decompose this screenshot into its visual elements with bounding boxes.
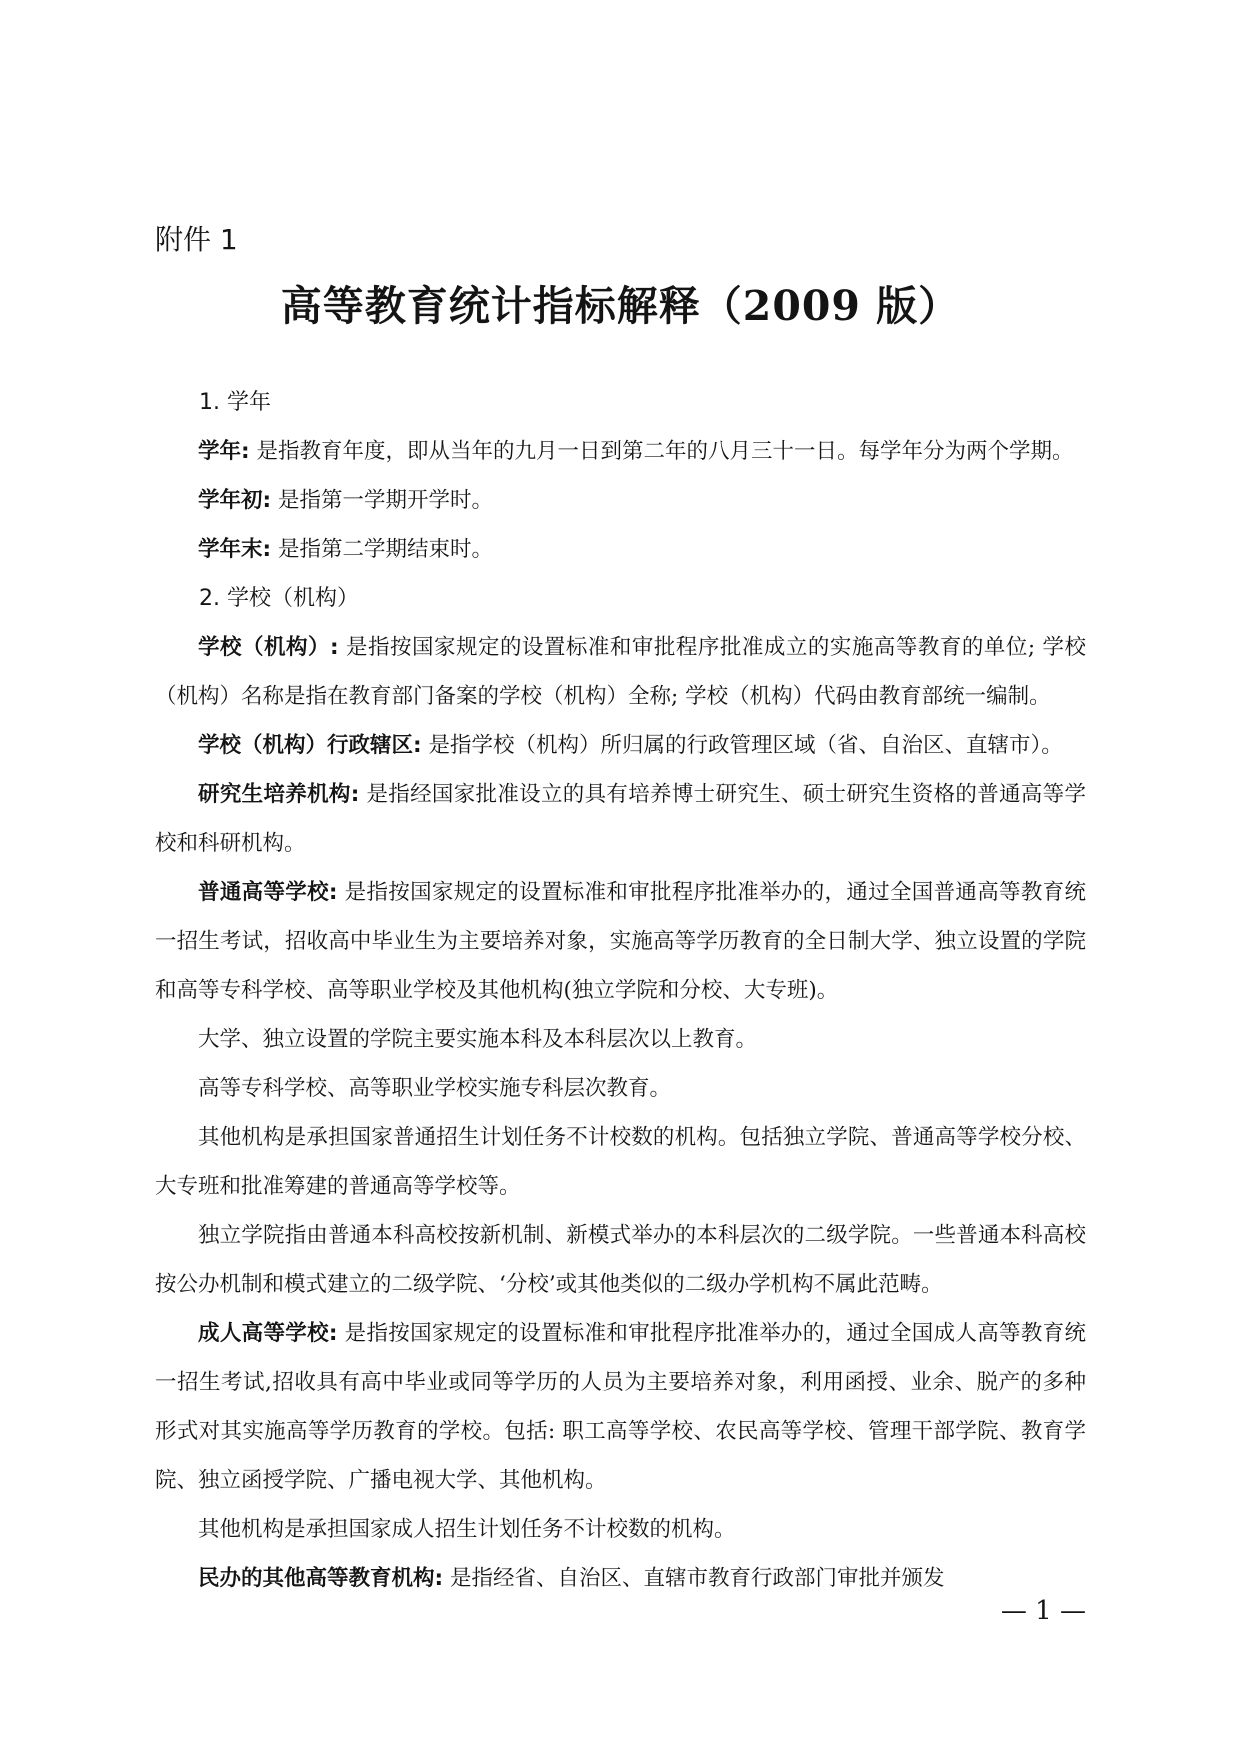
attachment-label: 附件 1 xyxy=(155,223,238,256)
definition: 其他机构是承担国家成人招生计划任务不计校数的机构。 xyxy=(198,1517,736,1542)
document-body xyxy=(155,378,1086,1603)
paragraph xyxy=(155,1211,1086,1309)
paragraph xyxy=(155,623,1086,721)
paragraph xyxy=(155,770,1086,868)
definition: 是指按国家规定的设置标准和审批程序批准成立的实施高等教育的单位; 学校（机构）名称是指在教育部门备案的学校（机构）全称; 学校（机构）代码由教育部统一编制。 xyxy=(155,635,1086,709)
paragraph xyxy=(155,1064,1086,1113)
definition: 是指学校（机构）所归属的行政管理区域（省、自治区、直辖市）。 xyxy=(421,733,1063,758)
section-heading: 2. 学校（机构） xyxy=(199,586,359,611)
term: 学年末: xyxy=(198,537,272,562)
definition: 是指经省、自治区、直辖市教育行政部门审批并颁发 xyxy=(443,1566,945,1591)
paragraph xyxy=(155,476,1086,525)
term: 学年: xyxy=(198,439,250,464)
paragraph xyxy=(155,721,1086,770)
definition: 独立学院指由普通本科高校按新机制、新模式举办的本科层次的二级学院。一些普通本科高校按公办机制和模式建立的二级学院、‘分校’或其他类似的二级办学机构不属此范畴。 xyxy=(155,1223,1086,1297)
page-number: — 1 — xyxy=(1000,1596,1086,1626)
definition: 是指按国家规定的设置标准和审批程序批准举办的，通过全国普通高等教育统一招生考试，招收高中毕业生为主要培养对象，实施高等学历教育的全日制大学、独立设置的学院和高等专科学校、高等职业学校及其他机构(独立学院和分校、大专班)。 xyxy=(155,880,1086,1003)
paragraph xyxy=(155,427,1086,476)
definition: 是指第一学期开学时。 xyxy=(271,488,493,513)
definition: 大学、独立设置的学院主要实施本科及本科层次以上教育。 xyxy=(198,1027,758,1052)
term: 普通高等学校: xyxy=(198,880,338,905)
definition: 是指经国家批准设立的具有培养博士研究生、硕士研究生资格的普通高等学校和科研机构。 xyxy=(155,782,1086,856)
definition: 是指教育年度，即从当年的九月一日到第二年的八月三十一日。每学年分为两个学期。 xyxy=(249,439,1074,464)
section-heading: 1. 学年 xyxy=(199,390,271,415)
term: 研究生培养机构: xyxy=(198,782,360,807)
term: 学校（机构）: xyxy=(198,635,339,660)
paragraph xyxy=(155,1113,1086,1211)
paragraph xyxy=(155,525,1086,574)
term: 成人高等学校: xyxy=(198,1321,338,1346)
paragraph xyxy=(155,868,1086,1015)
definition: 其他机构是承担国家普通招生计划任务不计校数的机构。包括独立学院、普通高等学校分校、大专班和批准筹建的普通高等学校等。 xyxy=(155,1125,1086,1199)
definition: 是指第二学期结束时。 xyxy=(271,537,493,562)
paragraph xyxy=(155,1309,1086,1505)
document-title: 高等教育统计指标解释（2009 版） xyxy=(280,282,961,330)
definition: 高等专科学校、高等职业学校实施专科层次教育。 xyxy=(198,1076,672,1101)
term: 学年初: xyxy=(198,488,272,513)
paragraph xyxy=(155,1554,1086,1603)
paragraph xyxy=(155,1015,1086,1064)
definition: 是指按国家规定的设置标准和审批程序批准举办的，通过全国成人高等教育统一招生考试,招收具有高中毕业或同等学历的人员为主要培养对象，利用函授、业余、脱产的多种形式对其实施高等学历教育的学校。包括: 职工高等学校、农民高等学校、管理干部学院、教育学院、独立函授学院、广播电视大学、其他机构。 xyxy=(155,1321,1086,1493)
paragraph xyxy=(155,1505,1086,1554)
term: 学校（机构）行政辖区: xyxy=(198,733,422,758)
term: 民办的其他高等教育机构: xyxy=(198,1566,444,1591)
